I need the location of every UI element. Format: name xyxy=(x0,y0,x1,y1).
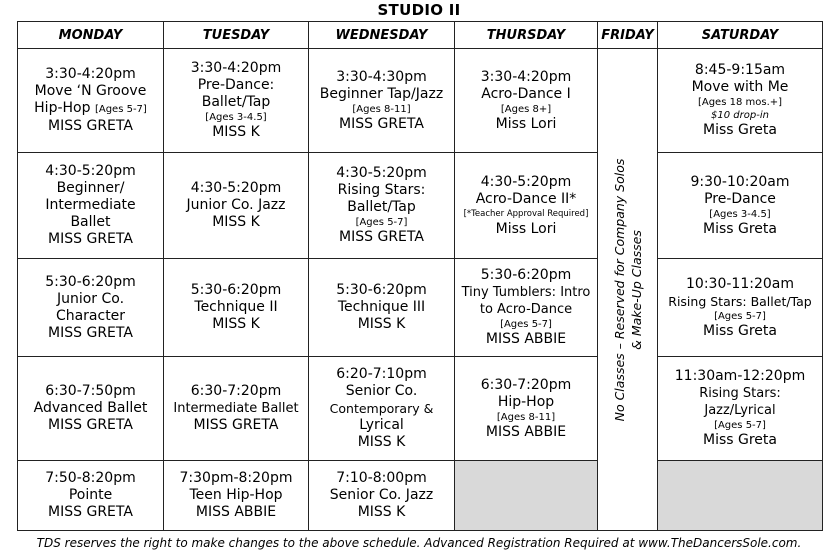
class-name: Pre-Dance: xyxy=(197,77,275,93)
class-cell xyxy=(18,153,164,259)
day-header-monday: MONDAY xyxy=(18,22,164,49)
class-name: Ballet xyxy=(70,214,111,230)
class-cell xyxy=(309,153,455,259)
class-time: 6:20-7:10pm xyxy=(336,366,427,382)
class-time: 5:30-6:20pm xyxy=(336,282,427,298)
class-time: 6:30-7:20pm xyxy=(190,383,282,399)
class-name: Acro-Dance II* xyxy=(475,190,577,207)
page-title: STUDIO II xyxy=(377,1,461,19)
class-teacher: MISS GRETA xyxy=(48,504,133,520)
class-time: 5:30-6:20pm xyxy=(45,273,136,290)
class-name: Junior Co. Jazz xyxy=(186,197,286,213)
class-teacher: MISS K xyxy=(357,316,406,332)
day-header-thursday: THURSDAY xyxy=(455,22,598,49)
day-header-friday: FRIDAY xyxy=(598,22,658,49)
class-name: Move with Me xyxy=(691,79,789,95)
class-name: Technique II xyxy=(194,299,278,315)
class-name: Move ‘N Groove xyxy=(34,83,147,99)
class-cell xyxy=(658,153,823,259)
class-name: Intermediate xyxy=(45,197,136,213)
friday-note-line: & Make-Up Classes xyxy=(628,229,644,350)
class-teacher: MISS K xyxy=(357,434,406,450)
class-name: Lyrical xyxy=(359,417,404,433)
schedule-row xyxy=(18,49,823,153)
class-name: Hip-Hop xyxy=(34,100,91,116)
class-teacher: MISS K xyxy=(212,214,260,230)
friday-reserved-cell xyxy=(598,49,658,531)
class-teacher: Miss Lori xyxy=(495,115,557,132)
class-ages: [Ages 5-7] xyxy=(500,319,552,330)
class-name: Tiny Tumblers: Intro xyxy=(461,285,591,300)
class-cell xyxy=(18,357,164,461)
class-time: 4:30-5:20pm xyxy=(336,165,427,181)
class-cell xyxy=(309,259,455,357)
class-time: 5:30-6:20pm xyxy=(480,267,572,283)
empty-cell xyxy=(658,461,823,531)
class-cell xyxy=(18,49,164,153)
schedule-table xyxy=(17,21,823,531)
schedule-row xyxy=(18,357,823,461)
class-cell xyxy=(164,461,309,531)
class-name: Jazz/Lyrical xyxy=(704,403,776,418)
class-ages: [Ages 5-7] xyxy=(94,104,147,115)
day-header-saturday: SATURDAY xyxy=(658,22,823,49)
class-name: Pointe xyxy=(68,487,113,503)
class-name: Junior Co. xyxy=(56,290,125,307)
class-cell xyxy=(309,49,455,153)
class-time: 7:10-8:00pm xyxy=(336,470,427,486)
friday-note xyxy=(611,80,645,500)
class-cell xyxy=(455,259,598,357)
class-cell xyxy=(164,49,309,153)
empty-cell xyxy=(455,461,598,531)
class-cell xyxy=(309,357,455,461)
class-name: Teen Hip-Hop xyxy=(189,487,283,503)
class-price-note: $10 drop-in xyxy=(711,110,769,121)
class-time: 3:30-4:20pm xyxy=(45,66,136,82)
class-time: 7:50-8:20pm xyxy=(45,470,136,486)
class-ages: [Ages 8-11] xyxy=(496,411,556,423)
class-cell xyxy=(18,461,164,531)
class-time: 4:30-5:20pm xyxy=(45,163,136,179)
class-name-line xyxy=(20,100,161,118)
class-teacher: MISS K xyxy=(212,316,260,332)
class-teacher: MISS ABBIE xyxy=(485,331,567,347)
class-name: to Acro-Dance xyxy=(479,302,573,317)
class-time: 10:30-11:20am xyxy=(686,275,794,292)
schedule-row xyxy=(18,259,823,357)
schedule-row xyxy=(18,461,823,531)
class-time: 4:30-5:20pm xyxy=(190,180,282,196)
class-ages: [Ages 5-7] xyxy=(714,310,766,322)
class-teacher: MISS ABBIE xyxy=(485,423,567,440)
class-cell xyxy=(164,259,309,357)
class-ages: [Ages 5-7] xyxy=(355,217,408,228)
class-time: 9:30-10:20am xyxy=(690,173,790,190)
class-teacher: MISS GRETA xyxy=(193,417,279,433)
class-time: 3:30-4:20pm xyxy=(480,68,572,85)
class-name: Ballet/Tap xyxy=(201,94,271,110)
class-cell xyxy=(309,461,455,531)
class-name: Beginner/ xyxy=(56,180,125,196)
class-cell xyxy=(658,357,823,461)
class-ages: [Ages 3-4.5] xyxy=(709,208,771,220)
class-time: 6:30-7:50pm xyxy=(45,383,136,399)
class-cell xyxy=(658,49,823,153)
class-name: Rising Stars: Ballet/Tap xyxy=(668,293,812,309)
day-header-wednesday: WEDNESDAY xyxy=(309,22,455,49)
class-name: Advanced Ballet xyxy=(33,400,148,416)
class-time: 11:30am-12:20pm xyxy=(674,368,806,384)
class-name: Intermediate Ballet xyxy=(173,401,299,416)
class-cell xyxy=(164,357,309,461)
class-name: Beginner Tap/Jazz xyxy=(319,85,444,102)
class-name: Rising Stars: xyxy=(699,386,781,401)
class-teacher: MISS GRETA xyxy=(48,417,133,433)
class-cell xyxy=(455,153,598,259)
class-teacher: MISS GRETA xyxy=(339,229,424,245)
class-teacher: Miss Greta xyxy=(703,432,777,448)
class-cell xyxy=(658,259,823,357)
class-teacher: MISS ABBIE xyxy=(195,504,277,520)
class-time: 5:30-6:20pm xyxy=(190,282,282,298)
class-teacher: Miss Lori xyxy=(495,220,557,237)
class-name: Acro-Dance I xyxy=(481,85,571,102)
class-name: Senior Co. Jazz xyxy=(329,487,434,503)
class-cell xyxy=(455,357,598,461)
class-ages: [Ages 8-11] xyxy=(352,103,411,115)
class-ages: [Ages 5-7] xyxy=(714,420,766,431)
class-name: Contemporary & xyxy=(329,401,434,416)
class-time: 8:45-9:15am xyxy=(694,62,786,78)
class-time: 4:30-5:20pm xyxy=(480,173,572,190)
class-name: Hip-Hop xyxy=(497,393,555,410)
class-teacher: MISS K xyxy=(357,504,406,520)
class-time: 7:30pm-8:20pm xyxy=(179,470,293,486)
day-header-tuesday: TUESDAY xyxy=(164,22,309,49)
class-teacher: Miss Greta xyxy=(703,322,777,339)
class-ages: [Ages 3-4.5] xyxy=(205,112,267,123)
class-name: Technique III xyxy=(337,299,426,315)
class-name: Character xyxy=(55,307,126,324)
class-cell xyxy=(18,259,164,357)
header-row xyxy=(18,22,823,49)
class-cell xyxy=(455,49,598,153)
class-time: 3:30-4:20pm xyxy=(190,60,282,76)
class-approval-note: [*Teacher Approval Required] xyxy=(463,208,589,219)
friday-note-line: No Classes – Reserved for Company Solos xyxy=(611,158,627,421)
class-teacher: MISS GRETA xyxy=(48,324,133,341)
class-time: 6:30-7:20pm xyxy=(480,376,572,393)
class-name: Rising Stars: xyxy=(337,182,426,198)
class-name: Pre-Dance xyxy=(704,190,776,207)
schedule-row xyxy=(18,153,823,259)
class-teacher: MISS K xyxy=(212,124,260,140)
class-time: 3:30-4:30pm xyxy=(336,68,427,85)
class-cell xyxy=(164,153,309,259)
class-teacher: Miss Greta xyxy=(703,122,777,138)
class-teacher: MISS GRETA xyxy=(48,118,133,134)
class-name: Ballet/Tap xyxy=(347,199,416,215)
class-teacher: MISS GRETA xyxy=(48,231,133,247)
class-teacher: Miss Greta xyxy=(703,220,777,237)
class-name: Senior Co. xyxy=(345,383,418,399)
footer-note: TDS reserves the right to make changes to the above schedule. Advanced Registration Required at www.TheDancersSole.com. xyxy=(36,536,802,550)
class-teacher: MISS GRETA xyxy=(339,115,424,132)
class-ages: [Ages 18 mos.+] xyxy=(697,97,783,108)
class-ages: [Ages 8+] xyxy=(500,103,552,115)
